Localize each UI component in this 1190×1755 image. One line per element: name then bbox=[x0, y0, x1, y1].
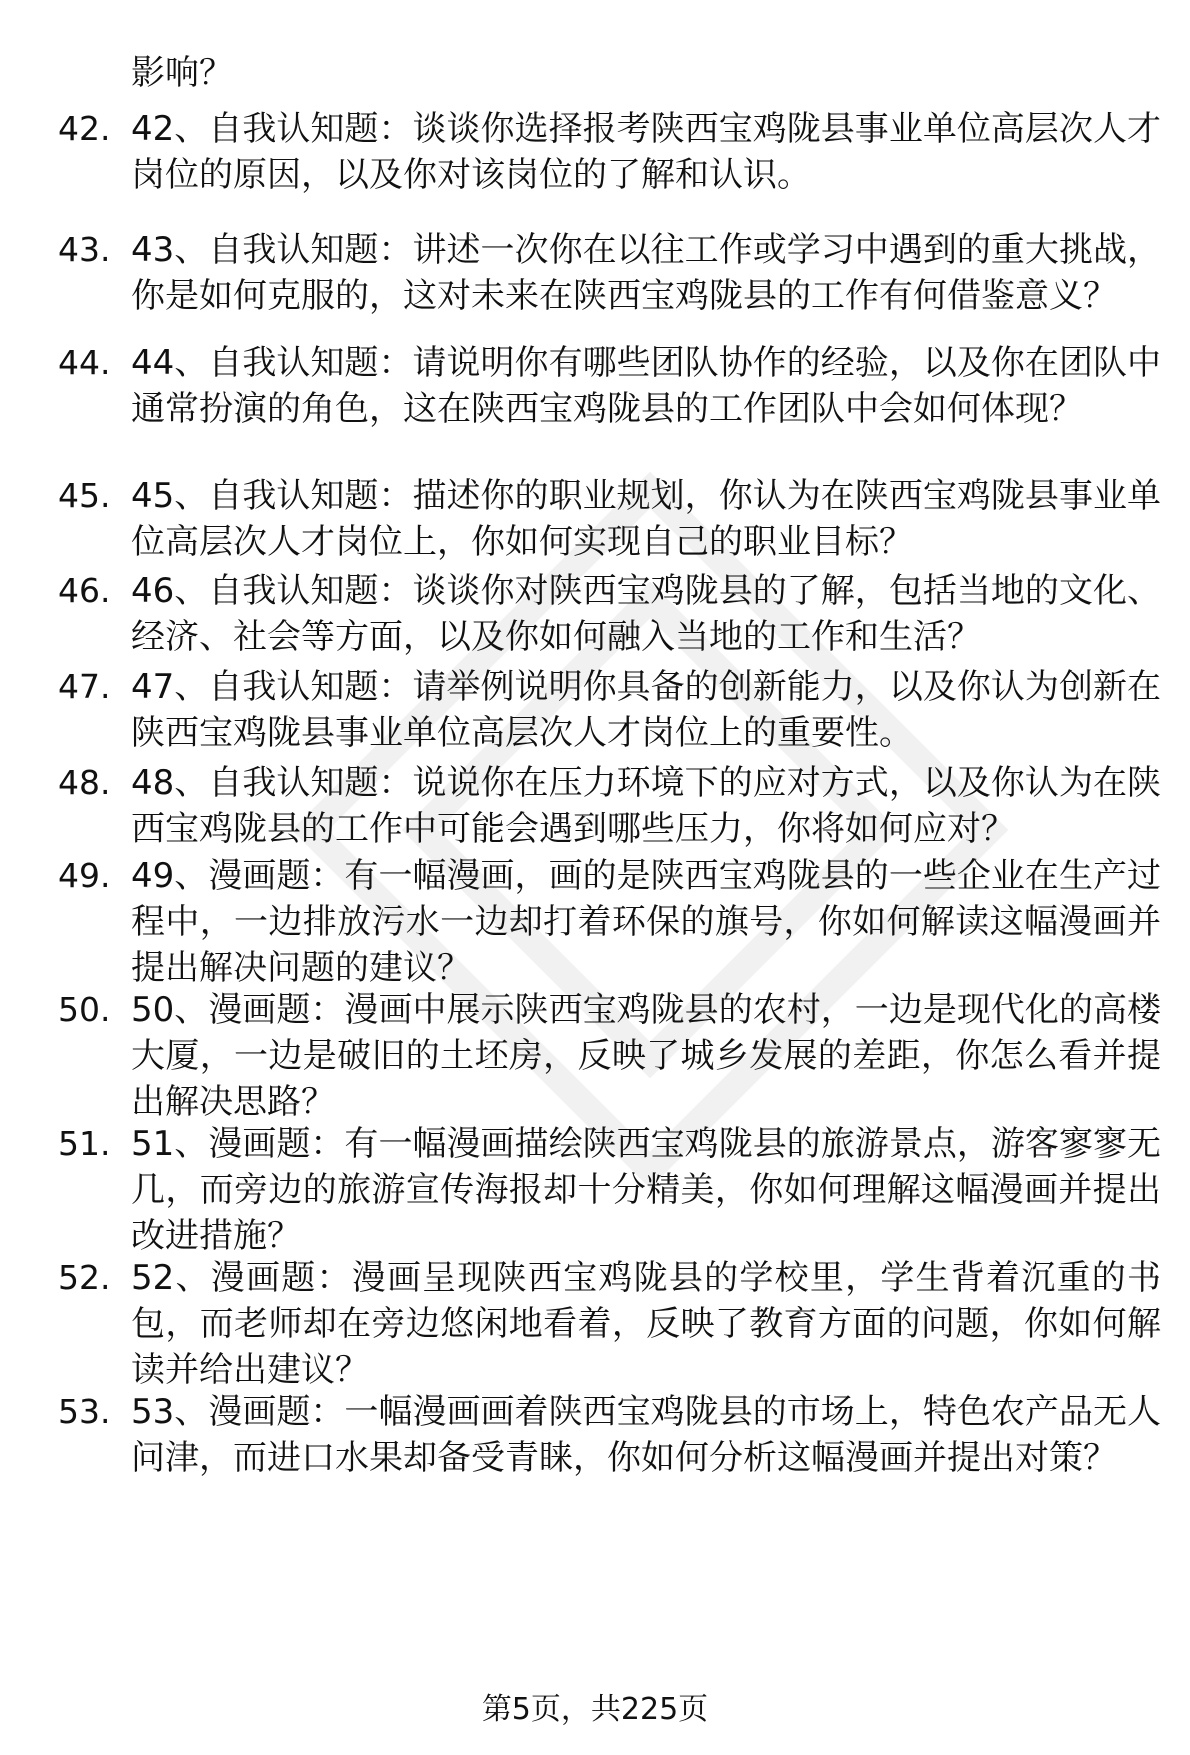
question-number: 47. bbox=[58, 667, 111, 706]
question-text: 43、自我认知题：讲述一次你在以往工作或学习中遇到的重大挑战，你是如何克服的，这对未来在陕西宝鸡陇县的工作有何借鉴意义？ bbox=[131, 230, 1161, 316]
question-text: 44、自我认知题：请说明你有哪些团队协作的经验，以及你在团队中通常扮演的角色，这在陕西宝鸡陇县的工作团队中会如何体现？ bbox=[131, 343, 1161, 429]
question-number: 49. bbox=[58, 856, 111, 895]
question-text: 45、自我认知题：描述你的职业规划，你认为在陕西宝鸡陇县事业单位高层次人才岗位上，你如何实现自己的职业目标？ bbox=[131, 476, 1161, 562]
question-number: 44. bbox=[58, 343, 111, 382]
question-number: 43. bbox=[58, 230, 111, 269]
question-number: 52. bbox=[58, 1258, 111, 1297]
question-text: 50、漫画题：漫画中展示陕西宝鸡陇县的农村，一边是现代化的高楼大厦，一边是破旧的土坯房，反映了城乡发展的差距，你怎么看并提出解决思路？ bbox=[131, 990, 1161, 1122]
question-number: 42. bbox=[58, 109, 111, 148]
question-text: 49、漫画题：有一幅漫画，画的是陕西宝鸡陇县的一些企业在生产过程中，一边排放污水一边却打着环保的旗号，你如何解读这幅漫画并提出解决问题的建议？ bbox=[131, 856, 1161, 988]
question-text: 42、自我认知题：谈谈你选择报考陕西宝鸡陇县事业单位高层次人才岗位的原因，以及你对该岗位的了解和认识。 bbox=[131, 109, 1161, 195]
question-number: 51. bbox=[58, 1124, 111, 1163]
question-text: 48、自我认知题：说说你在压力环境下的应对方式，以及你认为在陕西宝鸡陇县的工作中可能会遇到哪些压力，你将如何应对？ bbox=[131, 763, 1161, 849]
question-text: 53、漫画题：一幅漫画画着陕西宝鸡陇县的市场上，特色农产品无人问津，而进口水果却备受青睐，你如何分析这幅漫画并提出对策？ bbox=[131, 1392, 1161, 1478]
question-text: 46、自我认知题：谈谈你对陕西宝鸡陇县的了解，包括当地的文化、经济、社会等方面，以及你如何融入当地的工作和生活？ bbox=[131, 571, 1161, 657]
question-number: 45. bbox=[58, 476, 111, 515]
question-number: 53. bbox=[58, 1392, 111, 1431]
question-number: 48. bbox=[58, 763, 111, 802]
question-number: 46. bbox=[58, 571, 111, 610]
question-text: 51、漫画题：有一幅漫画描绘陕西宝鸡陇县的旅游景点，游客寥寥无几，而旁边的旅游宣传海报却十分精美，你如何理解这幅漫画并提出改进措施？ bbox=[131, 1124, 1161, 1256]
continuation-text: 影响？ bbox=[131, 53, 233, 93]
question-number: 50. bbox=[58, 990, 111, 1029]
question-text: 47、自我认知题：请举例说明你具备的创新能力，以及你认为创新在陕西宝鸡陇县事业单位高层次人才岗位上的重要性。 bbox=[131, 667, 1161, 753]
question-text: 52、漫画题：漫画呈现陕西宝鸡陇县的学校里，学生背着沉重的书包，而老师却在旁边悠闲地看着，反映了教育方面的问题，你如何解读并给出建议？ bbox=[131, 1258, 1161, 1390]
page-number-footer: 第5页，共225页 bbox=[481, 1692, 709, 1727]
